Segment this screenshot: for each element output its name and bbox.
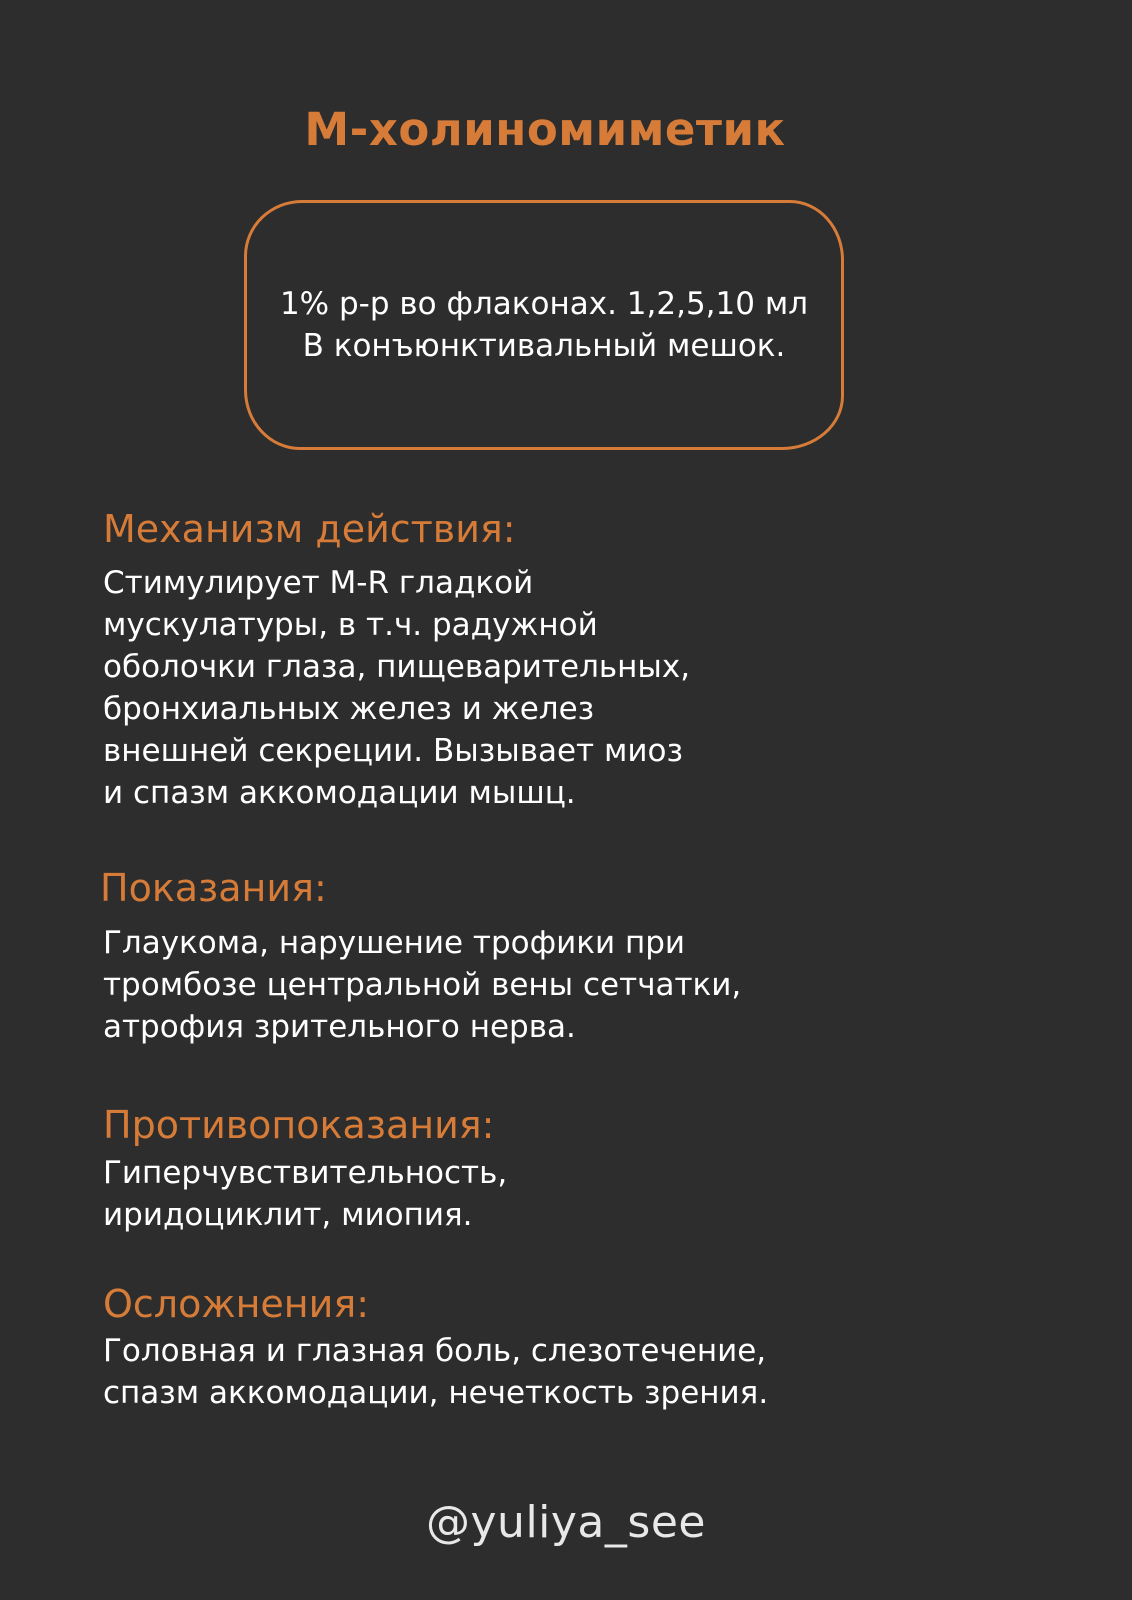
dosage-box [244, 200, 844, 450]
contraindications-heading: Противопоказания: [103, 1103, 495, 1147]
mechanism-line: мускулатуры, в т.ч. радужной [103, 607, 598, 643]
mechanism-text [103, 562, 963, 814]
indications-line: Глаукома, нарушение трофики при [103, 925, 686, 961]
complications-heading: Осложнения: [103, 1282, 369, 1326]
mechanism-heading: Механизм действия: [103, 507, 516, 551]
indications-line: атрофия зрительного нерва. [103, 1009, 576, 1045]
mechanism-line: Стимулирует М-R гладкой [103, 565, 534, 601]
page-title: М-холиномиметик [304, 103, 786, 156]
mechanism-line: бронхиальных желез и желез [103, 691, 595, 727]
indications-heading: Показания: [100, 866, 327, 910]
indications-text [103, 922, 963, 1048]
mechanism-line: внешней секреции. Вызывает миоз [103, 733, 683, 769]
indications-line: тромбозе центральной вены сетчатки, [103, 967, 742, 1003]
contraindications-line: иридоциклит, миопия. [103, 1197, 473, 1233]
contraindications-line: Гиперчувствительность, [103, 1155, 508, 1191]
mechanism-line: оболочки глаза, пищеварительных, [103, 649, 691, 685]
complications-line: Головная и глазная боль, слезотечение, [103, 1333, 767, 1369]
dosage-line-form: 1% р-р во флаконах. 1,2,5,10 мл [279, 286, 809, 322]
contraindications-text [103, 1152, 963, 1236]
author-handle: @yuliya_see [426, 1497, 706, 1548]
complications-line: спазм аккомодации, нечеткость зрения. [103, 1375, 769, 1411]
mechanism-line: и спазм аккомодации мышц. [103, 775, 576, 811]
dosage-line-route: В конъюнктивальный мешок. [302, 328, 786, 364]
complications-text [103, 1330, 963, 1414]
